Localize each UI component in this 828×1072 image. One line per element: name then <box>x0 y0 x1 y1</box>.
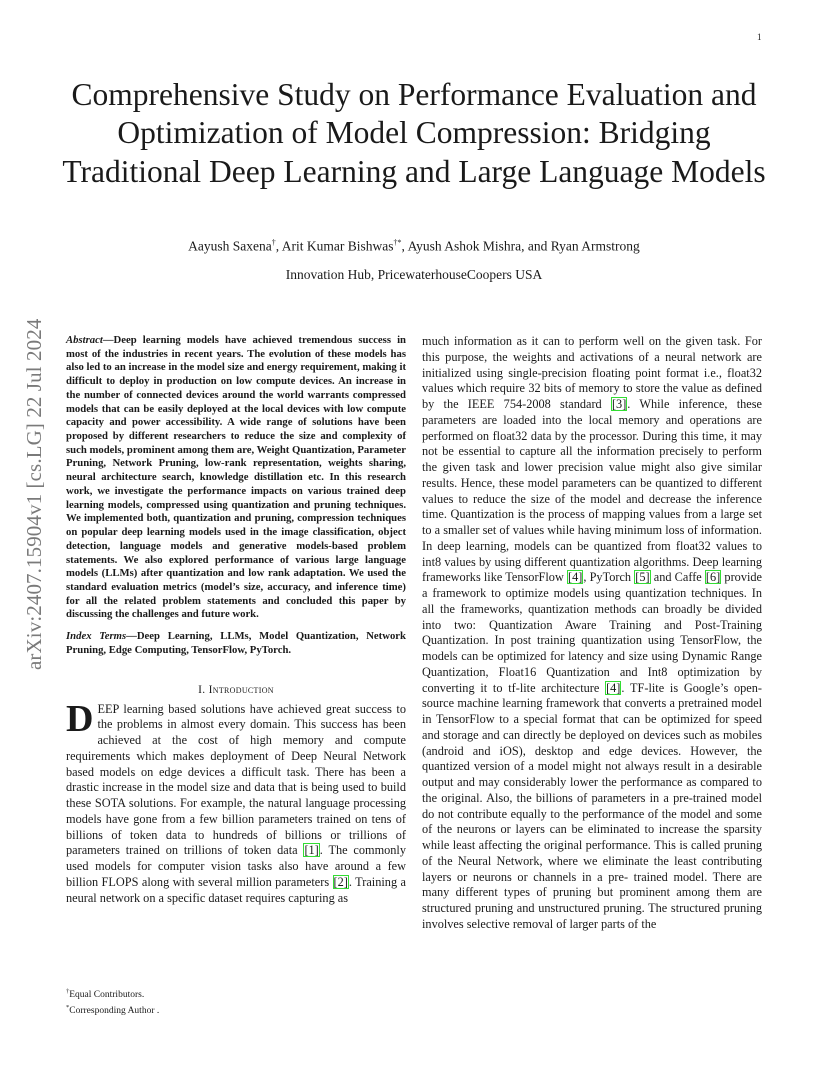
body-text: . While inference, these parameters are loaded into the local memory and operations are performed on float32 data by the processor. During this time, it may not be essential to capture all the information precisely to perform the given task and lower precision value might also give similar results. Hence, these model parameters can be quantized to different values to reduce the size of the model and decrease the inference time. Quantization is the process of mapping values from a large set to a smaller set of values while having minimum loss of information. In deep learning, models can be quantized from float32 values to int8 values by using different quantization algorithms. Deep learning frameworks like TensorFlow <box>422 397 762 585</box>
intro-text: . The commonly used models for computer vision tasks also have around a few billion FLOPS along with several million parameters <box>66 843 406 889</box>
author-name: Aayush Saxena <box>188 238 272 254</box>
author-mark: † <box>271 238 276 247</box>
author-separator: , and <box>521 238 551 254</box>
footnote-text: Equal Contributors. <box>69 990 145 1001</box>
author-list <box>60 234 768 256</box>
citation-link[interactable]: [6] <box>705 570 721 585</box>
author-name: Ryan Armstrong <box>550 238 640 254</box>
body-text: and Caffe <box>650 570 705 585</box>
section-title: Introduction <box>208 683 274 696</box>
affiliation: Innovation Hub, PricewaterhouseCoopers USA <box>285 267 543 282</box>
section-numeral: I. <box>198 683 206 696</box>
author-name: Arit Kumar Bishwas <box>281 238 394 254</box>
author-mark: †* <box>393 238 402 247</box>
body-paragraph <box>422 334 762 933</box>
author-separator: , <box>401 238 408 254</box>
section-heading <box>66 684 406 696</box>
drop-cap: D <box>66 697 94 740</box>
intro-paragraph <box>66 697 406 907</box>
citation-link[interactable]: [4] <box>568 570 583 585</box>
footnote <box>66 986 406 1002</box>
abstract-text: Deep learning models have achieved tremendous success in most of the industries in recent years. The evolution of these models has also led to an increase in the model size and energy requirement, making it difficult to deploy in production on low compute devices. An increase in the number of connected devices around the world warrants compressed models that can be easily deployed at the local devices with low compute capacity and power accessibility. A wide range of solutions have been proposed by different researchers to reduce the size and complexity of such models, prominent among them are, Weight Quantization, Parameter Pruning, Network Pruning, low-rank representation, weights sharing, neural architecture search, knowledge distillation etc. In this research work, we investigate the performance impacts on various trained deep learning models, compressed using quantization and pruning techniques. We implemented both, quantization and pruning, compression techniques on popular deep learning models used in the image classification, object detection, language models and generative models-based problem statements. We also explored performance of various large language models (LLMs) after quantization and low rank adaptation. We used the standard evaluation metrics (model’s size, accuracy, and inference time) for all the related problem statements and concluded this paper by discussing the challenges and future work. <box>66 334 406 621</box>
intro-text: . Training a neural network on a specific dataset requires capturing as <box>66 874 406 905</box>
citation-link[interactable]: [3] <box>611 397 627 411</box>
body-text: . TF-lite is Google’s open-source machine learning framework that converts a pretrained model in TensorFlow to a special format that can be optimized for speed and storage and can directly be deployed on devices such as mobiles (android and iOS), desktop and edge devices. However, the quantized version of a model might not always result in a desirable output and may considerably lower the performance as compared to the original. Also, the billions of parameters in a pre-trained model do not contribute equally to the performance of the model and some of the neurons or layers can be eliminated to increase the sparsity while least affecting the original performance. This is called pruning of the Neural Network, where we eliminate the least contributing layers or neurons or channels in a pre- trained model. There are many different types of pruning but prominent among them are structured pruning and unstructured pruning. The structured pruning involves selective removal of larger parts of the <box>422 680 762 931</box>
body-text: , PyTorch <box>583 570 635 585</box>
index-terms-label: Index Terms <box>66 630 127 643</box>
citation-link[interactable]: [4] <box>606 680 621 695</box>
footnote-mark: * <box>66 1003 70 1011</box>
citation-link[interactable]: [2] <box>333 874 348 889</box>
abstract-dash: — <box>102 334 114 346</box>
abstract-label: Abstract <box>66 334 103 346</box>
paper-title: Comprehensive Study on Performance Evaluation and Optimization of Model Compression: Bridging Traditional Deep Learning and Large Language Models <box>62 77 766 189</box>
index-terms-text: Deep Learning, LLMs, Model Quantization, Network Pruning, Edge Computing, TensorFlow, PyTorch. <box>66 630 406 656</box>
abstract <box>66 334 406 622</box>
author-name: Ayush Ashok Mishra <box>407 238 522 254</box>
footnotes <box>66 986 406 1017</box>
arxiv-identifier: arXiv:2407.15904v1 [cs.LG] 22 Jul 2024 <box>22 318 46 670</box>
intro-text: EEP learning based solutions have achieved great success to the problems in almost every domain. This success has been achieved at the cost of high memory and compute requirements which makes deployment of Deep Neural Network based models on edge devices a difficult task. There has been a drastic increase in the model size and data that is being used to build these SOTA solutions. For example, the natural language processing models have gone from a few billion parameters trained on tens of billions of token data to hundreds of billions or trillions of parameters trained on trillions of token data <box>66 701 406 858</box>
left-column <box>66 334 406 906</box>
citation-link[interactable]: [1] <box>304 843 319 858</box>
footnote-mark: † <box>66 988 70 995</box>
index-terms-dash: — <box>126 630 137 643</box>
footnote-text: Corresponding Author . <box>69 1005 160 1016</box>
index-terms <box>66 630 406 657</box>
body-text: much information as it can to perform well on the given task. For this purpose, the weights and activations of a neural network are initialized using single-precision floating point format i.e., float32 values which require 32 bits of memory to store the value as defined by the IEEE 754-2008 standard <box>422 334 762 411</box>
author-separator: , <box>275 238 282 254</box>
footnote <box>66 1002 406 1018</box>
body-text: provide a framework to optimize models using quantization techniques. In all the frameworks, quantization methods can broadly be divided into two: Quantization Aware Training and Post-Training Quantization. In post training quantization using TensorFlow, the models can be optimized for latency and size using Dynamic Range Quantization, Float16 Quantization and Int8 optimization by converting it to tf-lite architecture <box>422 570 762 695</box>
right-column <box>422 334 762 933</box>
citation-link[interactable]: [5] <box>635 570 650 585</box>
page-number: 1 <box>757 32 762 42</box>
